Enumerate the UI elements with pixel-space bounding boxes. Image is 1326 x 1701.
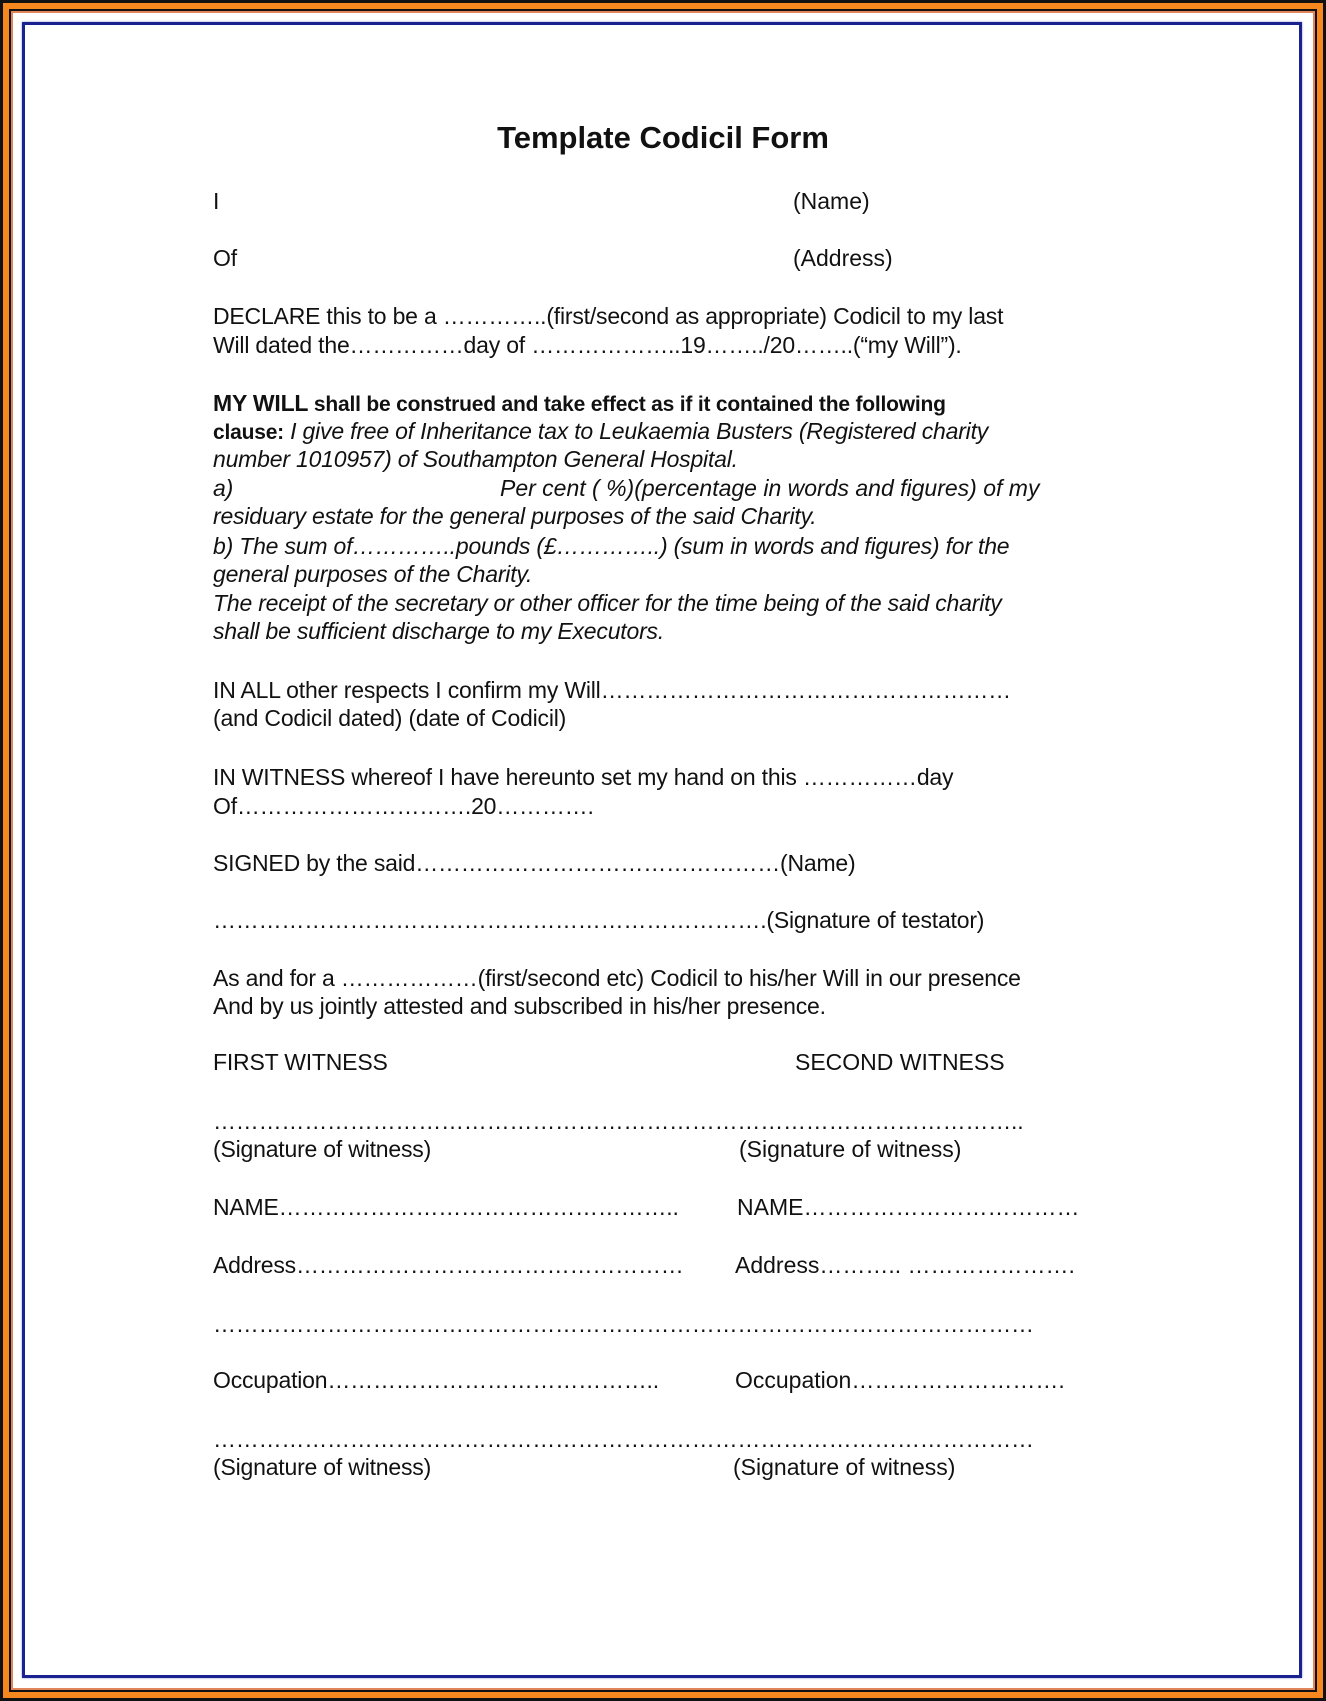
my-will-rest: shall be construed and take effect as if it contained the following xyxy=(308,393,946,416)
as-and-for-line-1: As and for a ………………(first/second etc) Codicil to his/her Will in our presence xyxy=(213,965,1021,991)
clause-bold: clause: xyxy=(213,421,284,444)
second-witness-signature-label: (Signature of witness) xyxy=(739,1136,962,1162)
name-label: (Name) xyxy=(793,188,870,214)
discharge-line: shall be sufficient discharge to my Executors. xyxy=(213,618,665,644)
second-witness-address: Address……….. …………………. xyxy=(735,1252,1075,1278)
first-witness-address: Address…………………………………………… xyxy=(213,1252,684,1278)
second-witness-final-signature-label: (Signature of witness) xyxy=(733,1454,956,1480)
first-witness-occupation: Occupation…………………………………….. xyxy=(213,1367,659,1393)
document-title: Template Codicil Form xyxy=(497,120,829,155)
testator-line: I xyxy=(213,188,220,214)
second-witness-name: NAME……………………………… xyxy=(737,1194,1080,1220)
signed-line: SIGNED by the said…………………………………………(Name) xyxy=(213,850,856,876)
residuary-line: residuary estate for the general purposes of the said Charity. xyxy=(213,503,817,529)
first-witness-name: NAME…………………………………………….. xyxy=(213,1194,679,1220)
first-witness-final-signature-label: (Signature of witness) xyxy=(213,1454,432,1480)
option-a-text: Per cent ( %)(percentage in words and figures) of my xyxy=(500,475,1040,501)
in-witness-line-1: IN WITNESS whereof I have hereunto set my hand on this ……………day xyxy=(213,764,954,790)
address-continuation-dots: ……………………………………………………………………………………………… xyxy=(213,1311,1034,1337)
clause-line xyxy=(213,417,988,447)
in-witness-line-2: Of………………………….20…………. xyxy=(213,793,594,819)
testator-signature-line: ……………………………………………………………….(Signature of testator) xyxy=(213,907,985,933)
witness-signature-dots: …………………………………………………………………………………………….. xyxy=(213,1108,1024,1134)
second-witness-occupation: Occupation………………………. xyxy=(735,1367,1065,1393)
receipt-line: The receipt of the secretary or other officer for the time being of the said charity xyxy=(213,590,1002,616)
declare-line-2: Will dated the……………day of ………………..19……../20……..(“my Will”). xyxy=(213,332,962,358)
my-will-bold: MY WILL xyxy=(213,390,309,416)
clause-rest: I give free of Inheritance tax to Leukaemia Busters (Registered charity xyxy=(283,418,989,444)
second-witness-heading: SECOND WITNESS xyxy=(795,1049,1005,1075)
declare-line-1: DECLARE this to be a …………..(first/second as appropriate) Codicil to my last xyxy=(213,303,1004,329)
confirm-will-line: IN ALL other respects I confirm my Will……………………………………………… xyxy=(213,677,1011,703)
codicil-date-line: (and Codicil dated) (date of Codicil) xyxy=(213,705,567,731)
charity-number-line: number 1010957) of Southampton General Hospital. xyxy=(213,446,738,472)
option-a-label: a) xyxy=(213,475,234,501)
final-signature-dots: ……………………………………………………………………………………………… xyxy=(213,1426,1034,1452)
of-line: Of xyxy=(213,245,237,271)
as-and-for-line-2: And by us jointly attested and subscribed in his/her presence. xyxy=(213,993,826,1019)
option-b-line: b) The sum of…………..pounds (£…………..) (sum in words and figures) for the xyxy=(213,533,1010,559)
address-label: (Address) xyxy=(793,245,893,271)
general-purposes-line: general purposes of the Charity. xyxy=(213,561,533,587)
first-witness-signature-label: (Signature of witness) xyxy=(213,1136,432,1162)
first-witness-heading: FIRST WITNESS xyxy=(213,1049,388,1075)
my-will-line xyxy=(213,389,946,419)
